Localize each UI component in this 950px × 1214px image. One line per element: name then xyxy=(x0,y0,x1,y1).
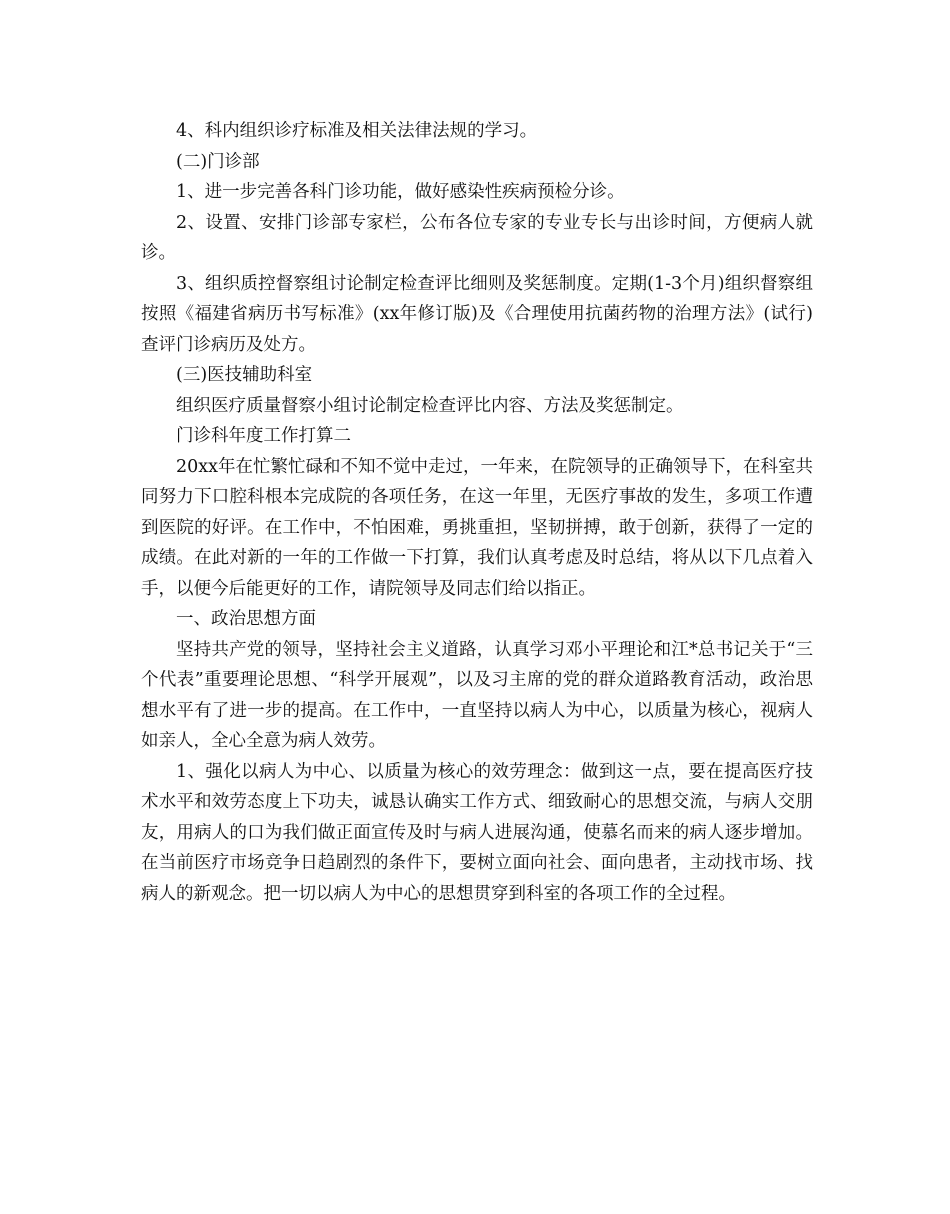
document-body xyxy=(141,116,813,909)
heading-medical-technical: (三)医技辅助科室 xyxy=(176,365,313,385)
paragraph-expert-column: 2、设置、安排门诊部专家栏，公布各位专家的专业专长与出诊时间，方便病人就诊。 xyxy=(141,212,813,263)
heading-political-thought: 一、政治思想方面 xyxy=(176,609,316,629)
paragraph-patient-centered: 1、强化以病人为中心、以质量为核心的效劳理念：做到这一点，要在提高医疗技术水平和效劳态度上下功夫，诚恳认确实工作方式、细致耐心的思想交流，与病人交朋友，用病人的口为我们做正面宣传及时与病人进展沟通，使慕名而来的病人逐步增加。在当前医疗市场竞争日趋剧烈的条件下，要树立面向社会、面向患者，主动找市场、找病人的新观念。把一切以病人为中心的思想贯穿到科室的各项工作的全过程。 xyxy=(141,761,813,904)
paragraph-outpatient-study: 4、科内组织诊疗标准及相关法律法规的学习。 xyxy=(176,121,538,141)
paragraph-year-summary: 20xx年在忙繁忙碌和不知不觉中走过，一年来，在院领导的正确领导下，在科室共同努力下口腔科根本完成院的各项任务，在这一年里，无医疗事故的发生，多项工作遭到医院的好评。在工作中，不怕困难，勇挑重担，坚韧拼搏，敢于创新，获得了一定的成绩。在此对新的一年的工作做一下打算，我们认真考虑及时总结，将从以下几点着入手，以便今后能更好的工作，请院领导及同志们给以指正。 xyxy=(141,456,814,599)
paragraph-quality-control: 3、组织质控督察组讨论制定检查评比细则及奖惩制度。定期(1-3个月)组织督察组按照《福建省病历书写标准》(xx年修订版)及《合理使用抗菌药物的治理方法》(试行)查评门诊病历及处方。 xyxy=(141,273,813,355)
heading-outpatient-department: (二)门诊部 xyxy=(176,151,260,172)
paragraph-clinic-function: 1、进一步完善各科门诊功能，做好感染性疾病预检分诊。 xyxy=(176,182,625,202)
paragraph-party-leadership: 坚持共产党的领导，坚持社会主义道路，认真学习邓小平理论和江*总书记关于“三个代表”重要理论思想、“科学开展观”，以及习主席的党的群众道路教育活动，政治思想水平有了进一步的提高。在工作中，一直坚持以病人为中心，以质量为核心，视病人如亲人，全心全意为病人效劳。 xyxy=(141,639,813,751)
paragraph-quality-supervision: 组织医疗质量督察小组讨论制定检查评比内容、方法及奖惩制定。 xyxy=(176,395,684,416)
section-title-annual-plan-two: 门诊科年度工作打算二 xyxy=(176,426,351,446)
